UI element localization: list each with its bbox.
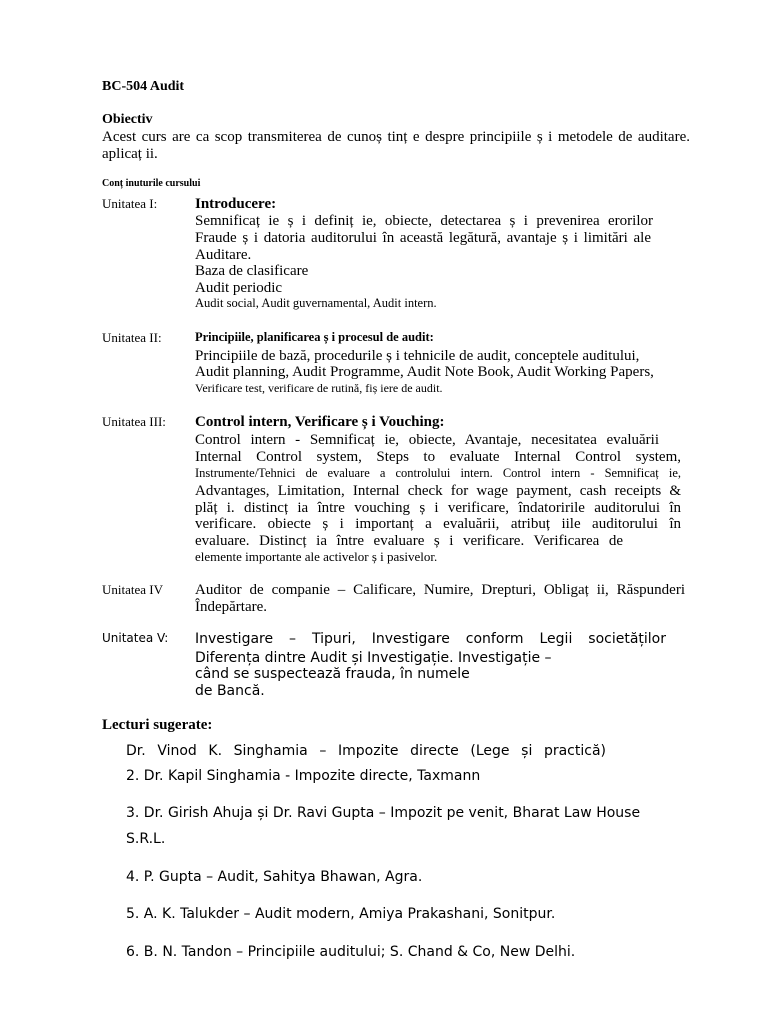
unit-line: Audit periodic [195,280,283,296]
unit-line: evaluare. Distincț ia între evaluare ș i verificare. Verificarea de [195,533,623,549]
unit-line: elemente importante ale activelor ș i pasivelor. [195,549,438,564]
unit-line: Verificare test, verificare de rutină, fiș iere de audit. [195,381,443,395]
reading-item: 6. B. N. Tandon – Principiile auditului; S. Chand & Co, New Delhi. [126,944,576,960]
unit-line: Fraude ș i datoria auditorului în această legătură, avantaje ș i limitări ale [195,230,651,246]
unit-heading: Principiile, planificarea ș i procesul de audit: [195,330,434,344]
unit-line: Auditare. [195,247,252,263]
unit-line: Advantages, Limitation, Internal check for wage payment, cash receipts & [195,483,681,499]
unit-line: Principiile de bază, procedurile ș i tehnicile de audit, conceptele auditului, [195,348,640,364]
objective-text-line2: aplicaț ii. [102,146,158,162]
unit-heading: Introducere: [195,196,277,212]
unit-line: Auditor de companie – Calificare, Numire, Drepturi, Obligaț ii, Răspunderi [195,582,685,598]
unit-line: Îndepărtare. [195,599,268,615]
unit-label: Unitatea IV [102,582,164,597]
unit-line: verificare. obiecte ș i importanț a evaluării, atribuț iile auditorului în [195,516,681,532]
unit-line: de Bancă. [195,683,265,699]
unit-heading: Control intern, Verificare ș i Vouching: [195,414,445,430]
course-title: BC-504 Audit [102,79,185,94]
unit-line: Semnificaț ie ș i definiț ie, obiecte, detectarea ș i prevenirea erorilor [195,213,653,229]
reading-item: 4. P. Gupta – Audit, Sahitya Bhawan, Agra. [126,869,423,885]
unit-line: Diferența dintre Audit și Investigație. Investigație – [195,650,552,666]
unit-line: Instrumente/Tehnici de evaluare a controlului intern. Control intern - Semnificaț ie, [195,466,681,480]
unit-line: Baza de clasificare [195,263,309,279]
unit-label: Unitatea II: [102,330,162,345]
unit-label: Unitatea I: [102,196,158,211]
reading-item: 3. Dr. Girish Ahuja și Dr. Ravi Gupta – Impozit pe venit, Bharat Law House [126,805,641,821]
unit-line: când se suspectează frauda, în numele [195,666,470,682]
objective-heading: Obiectiv [102,112,153,127]
unit-line: Audit planning, Audit Programme, Audit Note Book, Audit Working Papers, [195,364,654,380]
readings-heading: Lecturi sugerate: [102,717,213,733]
unit-line: Control intern - Semnificaț ie, obiecte, Avantaje, necesitatea evaluării [195,432,659,448]
unit-line: Internal Control system, Steps to evaluate Internal Control system, [195,449,681,465]
unit-line: Investigare – Tipuri, Investigare conform Legii societăților [195,631,666,647]
unit-line: Audit social, Audit guvernamental, Audit intern. [195,296,437,310]
unit-label: Unitatea III: [102,414,166,429]
objective-text-line1: Acest curs are ca scop transmiterea de cunoș tinț e despre principiile ș i metodele de auditare. [102,129,690,145]
reading-item: Dr. Vinod K. Singhamia – Impozite directe (Lege și practică) [126,743,606,759]
reading-item: 2. Dr. Kapil Singhamia - Impozite directe, Taxmann [126,768,481,784]
unit-label: Unitatea V: [102,631,169,645]
reading-item: S.R.L. [126,831,166,847]
reading-item: 5. A. K. Talukder – Audit modern, Amiya Prakashani, Sonitpur. [126,906,556,922]
unit-line: plăț i. distincț ia între vouching ș i verificare, îndatoririle auditorului în [195,500,681,516]
contents-heading: Conț inuturile cursului [102,178,201,189]
